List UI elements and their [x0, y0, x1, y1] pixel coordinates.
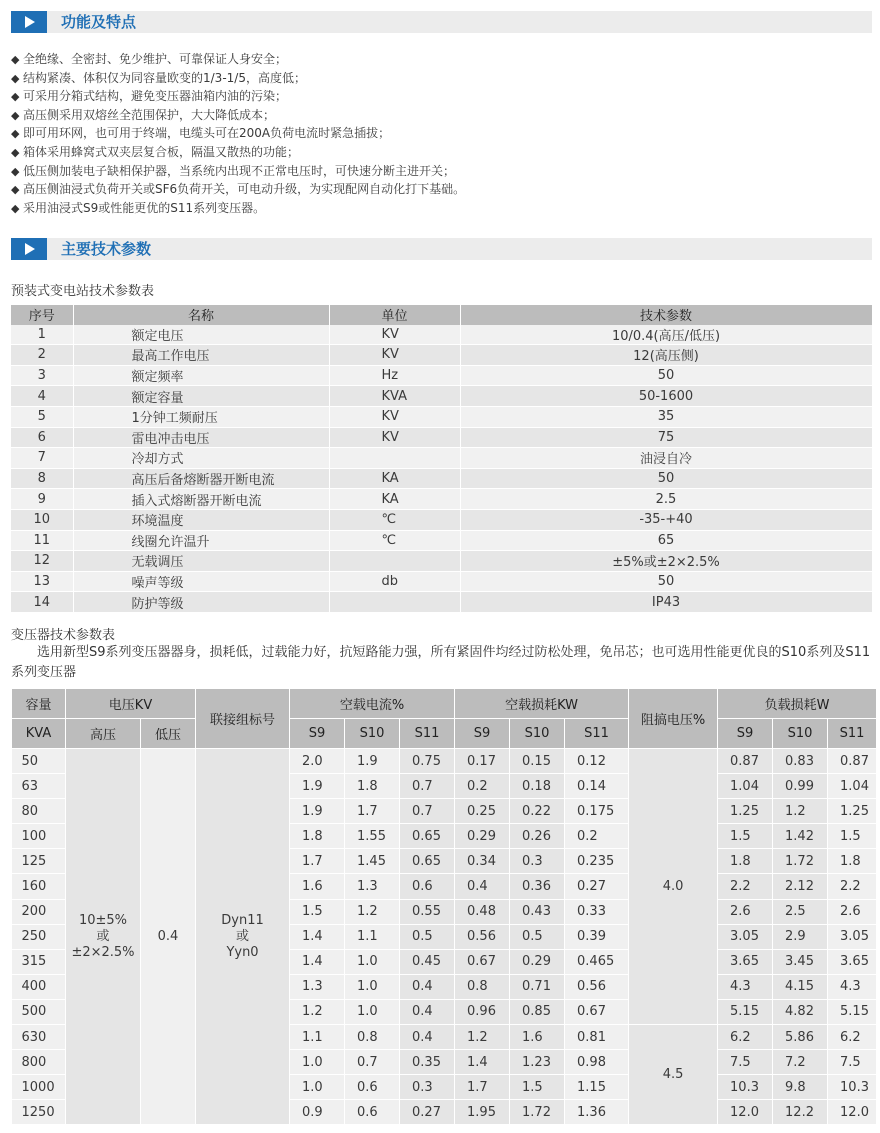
- noload-current-value: 1.7: [345, 799, 400, 824]
- noload-loss-value: 0.2: [455, 774, 510, 799]
- noload-loss-value: 0.71: [510, 974, 565, 999]
- load-loss-value: 5.86: [773, 1025, 828, 1050]
- header-unit: 单位: [329, 305, 460, 325]
- row-no: 8: [11, 468, 73, 489]
- row-unit: [329, 551, 460, 572]
- header-nc-s9: S9: [290, 719, 345, 749]
- table-row: [11, 571, 872, 592]
- table-row: [11, 489, 872, 510]
- noload-current-value: 0.9: [290, 1100, 345, 1125]
- noload-loss-value: 1.15: [565, 1075, 629, 1100]
- noload-loss-value: 0.15: [510, 749, 565, 774]
- noload-loss-value: 0.17: [455, 749, 510, 774]
- feature-text: 可采用分箱式结构，避免变压器油箱内油的污染；: [23, 89, 288, 104]
- section-header-params: [11, 238, 872, 260]
- feature-item: [11, 124, 871, 143]
- row-unit: db: [329, 571, 460, 592]
- section-title-params: 主要技术参数: [61, 240, 152, 258]
- row-unit: KV: [329, 427, 460, 448]
- diamond-bullet-icon: ◆: [11, 90, 20, 104]
- load-loss-value: 9.8: [773, 1075, 828, 1100]
- load-loss-value: 1.42: [773, 824, 828, 849]
- row-unit: [329, 448, 460, 469]
- noload-current-value: 1.6: [290, 874, 345, 899]
- row-no: 13: [11, 571, 73, 592]
- substation-params-table: [11, 305, 873, 613]
- header-nc-s11: S11: [400, 719, 455, 749]
- noload-current-value: 0.55: [400, 899, 455, 924]
- load-loss-value: 4.3: [828, 974, 877, 999]
- noload-current-value: 0.8: [345, 1025, 400, 1050]
- row-name: 额定电压: [73, 325, 329, 345]
- row-value: 12(高压侧): [460, 345, 872, 366]
- feature-item: [11, 106, 871, 125]
- noload-current-value: 0.65: [400, 849, 455, 874]
- noload-loss-value: 0.3: [510, 849, 565, 874]
- group-line: Yyn0: [226, 944, 259, 960]
- header-noload-loss: 空载损耗KW: [455, 689, 629, 719]
- row-no: 1: [11, 325, 73, 345]
- noload-loss-value: 0.56: [565, 974, 629, 999]
- noload-loss-value: 0.25: [455, 799, 510, 824]
- noload-loss-value: 0.12: [565, 749, 629, 774]
- feature-item: [11, 50, 871, 69]
- table-row: [11, 406, 872, 427]
- row-unit: KA: [329, 489, 460, 510]
- noload-current-value: 1.55: [345, 824, 400, 849]
- load-loss-value: 12.0: [718, 1100, 773, 1125]
- load-loss-value: 3.45: [773, 949, 828, 974]
- noload-current-value: 1.7: [290, 849, 345, 874]
- header-ll-s9: S9: [718, 719, 773, 749]
- header-nc-s10: S10: [345, 719, 400, 749]
- noload-current-value: 0.4: [400, 1025, 455, 1050]
- feature-item: [11, 162, 871, 181]
- noload-loss-value: 0.33: [565, 899, 629, 924]
- noload-loss-value: 0.67: [455, 949, 510, 974]
- noload-current-value: 0.7: [400, 799, 455, 824]
- row-name: 最高工作电压: [73, 345, 329, 366]
- row-unit: KV: [329, 406, 460, 427]
- row-name: 额定容量: [73, 386, 329, 407]
- table-header-row: [12, 719, 877, 749]
- load-loss-value: 7.5: [828, 1050, 877, 1075]
- load-loss-value: 6.2: [718, 1025, 773, 1050]
- feature-item: [11, 180, 871, 199]
- diamond-bullet-icon: ◆: [11, 164, 20, 178]
- diamond-bullet-icon: ◆: [11, 108, 20, 122]
- impedance-value: 4.0: [629, 749, 718, 1025]
- noload-loss-value: 0.85: [510, 999, 565, 1024]
- row-name: 噪声等级: [73, 571, 329, 592]
- noload-loss-value: 0.175: [565, 799, 629, 824]
- load-loss-value: 2.2: [828, 874, 877, 899]
- diamond-bullet-icon: ◆: [11, 145, 20, 159]
- load-loss-value: 6.2: [828, 1025, 877, 1050]
- header-voltage: 电压KV: [66, 689, 196, 719]
- load-loss-value: 3.65: [718, 949, 773, 974]
- row-name: 雷电冲击电压: [73, 427, 329, 448]
- row-name: 高压后备熔断器开断电流: [73, 468, 329, 489]
- load-loss-value: 3.05: [718, 924, 773, 949]
- table-row: [12, 749, 877, 774]
- load-loss-value: 7.2: [773, 1050, 828, 1075]
- capacity-value: 315: [12, 949, 66, 974]
- row-unit: KA: [329, 468, 460, 489]
- noload-loss-value: 0.39: [565, 924, 629, 949]
- row-value: IP43: [460, 592, 872, 613]
- row-value: 50: [460, 571, 872, 592]
- row-unit: Hz: [329, 365, 460, 386]
- row-value: 35: [460, 406, 872, 427]
- noload-current-value: 1.0: [345, 974, 400, 999]
- noload-loss-value: 0.98: [565, 1050, 629, 1075]
- row-value: -35-+40: [460, 509, 872, 530]
- noload-loss-value: 0.22: [510, 799, 565, 824]
- row-unit: KVA: [329, 386, 460, 407]
- load-loss-value: 1.8: [718, 849, 773, 874]
- diamond-bullet-icon: ◆: [11, 183, 20, 197]
- noload-current-value: 1.5: [290, 899, 345, 924]
- noload-current-value: 0.6: [345, 1100, 400, 1125]
- noload-current-value: 1.0: [290, 1050, 345, 1075]
- noload-loss-value: 0.43: [510, 899, 565, 924]
- noload-loss-value: 0.81: [565, 1025, 629, 1050]
- load-loss-value: 2.5: [773, 899, 828, 924]
- header-noload-current: 空载电流%: [290, 689, 455, 719]
- table-row: [11, 530, 872, 551]
- noload-current-value: 1.4: [290, 949, 345, 974]
- load-loss-value: 5.15: [828, 999, 877, 1024]
- noload-loss-value: 0.5: [510, 924, 565, 949]
- noload-current-value: 1.0: [345, 999, 400, 1024]
- noload-loss-value: 0.2: [565, 824, 629, 849]
- noload-loss-value: 0.8: [455, 974, 510, 999]
- noload-current-value: 1.1: [290, 1025, 345, 1050]
- row-no: 7: [11, 448, 73, 469]
- group-line: Dyn11: [221, 912, 264, 928]
- hv-value: [66, 749, 141, 1125]
- load-loss-value: 7.5: [718, 1050, 773, 1075]
- table-header-row: [11, 305, 872, 325]
- capacity-value: 63: [12, 774, 66, 799]
- noload-loss-value: 0.4: [455, 874, 510, 899]
- load-loss-value: 10.3: [718, 1075, 773, 1100]
- table2-description-text: 选用新型S9系列变压器器身，损耗低，过载能力好，抗短路能力强，所有紧固件均经过防松处理，免吊芯；也可选用性能更优良的S10系列及S11系列变压器: [11, 645, 871, 680]
- feature-list: [11, 50, 871, 217]
- noload-current-value: 1.2: [290, 999, 345, 1024]
- row-no: 2: [11, 345, 73, 366]
- load-loss-value: 0.99: [773, 774, 828, 799]
- noload-loss-value: 1.5: [510, 1075, 565, 1100]
- feature-text: 低压侧加装电子缺相保护器，当系统内出现不正常电压时，可快速分断主进开关；: [23, 163, 456, 178]
- row-no: 10: [11, 509, 73, 530]
- load-loss-value: 1.5: [828, 824, 877, 849]
- noload-current-value: 0.75: [400, 749, 455, 774]
- noload-current-value: 1.8: [345, 774, 400, 799]
- row-no: 14: [11, 592, 73, 613]
- load-loss-value: 10.3: [828, 1075, 877, 1100]
- noload-current-value: 0.4: [400, 974, 455, 999]
- feature-item: [11, 69, 871, 88]
- table-row: [11, 427, 872, 448]
- noload-loss-value: 1.7: [455, 1075, 510, 1100]
- load-loss-value: 0.87: [828, 749, 877, 774]
- load-loss-value: 4.15: [773, 974, 828, 999]
- row-no: 4: [11, 386, 73, 407]
- load-loss-value: 1.04: [718, 774, 773, 799]
- feature-item: [11, 143, 871, 162]
- header-load-loss: 负载损耗W: [718, 689, 877, 719]
- feature-item: [11, 87, 871, 106]
- noload-current-value: 0.7: [400, 774, 455, 799]
- load-loss-value: 1.25: [718, 799, 773, 824]
- noload-current-value: 0.35: [400, 1050, 455, 1075]
- noload-loss-value: 0.56: [455, 924, 510, 949]
- capacity-value: 500: [12, 999, 66, 1024]
- noload-current-value: 0.27: [400, 1100, 455, 1125]
- noload-loss-value: 0.36: [510, 874, 565, 899]
- feature-text: 结构紧凑、体积仅为同容量欧变的1/3-1/5，高度低；: [23, 70, 306, 85]
- table-row: [11, 365, 872, 386]
- row-value: ±5%或±2×2.5%: [460, 551, 872, 572]
- capacity-value: 80: [12, 799, 66, 824]
- table1-caption: 预装式变电站技术参数表: [11, 284, 155, 299]
- noload-current-value: 0.4: [400, 999, 455, 1024]
- load-loss-value: 4.3: [718, 974, 773, 999]
- header-name: 名称: [73, 305, 329, 325]
- feature-item: [11, 199, 871, 218]
- row-no: 3: [11, 365, 73, 386]
- feature-text: 高压侧油浸式负荷开关或SF6负荷开关，可电动升级，为实现配网自动化打下基础。: [23, 182, 466, 197]
- load-loss-value: 1.25: [828, 799, 877, 824]
- group-value: [196, 749, 290, 1125]
- load-loss-value: 0.87: [718, 749, 773, 774]
- header-no: 序号: [11, 305, 73, 325]
- header-hv: 高压: [66, 719, 141, 749]
- noload-current-value: 1.4: [290, 924, 345, 949]
- transformer-params-table: [11, 688, 877, 1125]
- header-impedance: 阻搞电压%: [629, 689, 718, 749]
- noload-current-value: 1.1: [345, 924, 400, 949]
- noload-current-value: 1.9: [345, 749, 400, 774]
- row-value: 50-1600: [460, 386, 872, 407]
- noload-current-value: 1.9: [290, 774, 345, 799]
- row-name: 额定频率: [73, 365, 329, 386]
- capacity-value: 1000: [12, 1075, 66, 1100]
- table2-caption: 变压器技术参数表: [11, 628, 116, 643]
- noload-loss-value: 0.235: [565, 849, 629, 874]
- capacity-value: 250: [12, 924, 66, 949]
- table-row: [11, 551, 872, 572]
- noload-current-value: 0.6: [345, 1075, 400, 1100]
- noload-loss-value: 1.95: [455, 1100, 510, 1125]
- load-loss-value: 1.5: [718, 824, 773, 849]
- header-value: 技术参数: [460, 305, 872, 325]
- feature-text: 即可用环网，也可用于终端，电缆头可在200A负荷电流时紧急插拔；: [23, 126, 391, 141]
- noload-loss-value: 1.2: [455, 1025, 510, 1050]
- load-loss-value: 3.65: [828, 949, 877, 974]
- noload-loss-value: 0.67: [565, 999, 629, 1024]
- table-header-row: [12, 689, 877, 719]
- row-name: 线圈允许温升: [73, 530, 329, 551]
- load-loss-value: 1.04: [828, 774, 877, 799]
- play-icon: [11, 11, 47, 33]
- table-row: [11, 468, 872, 489]
- header-ll-s10: S10: [773, 719, 828, 749]
- noload-current-value: 1.3: [290, 974, 345, 999]
- row-name: 插入式熔断器开断电流: [73, 489, 329, 510]
- table-row: [11, 386, 872, 407]
- load-loss-value: 2.6: [828, 899, 877, 924]
- row-unit: KV: [329, 325, 460, 345]
- noload-loss-value: 0.26: [510, 824, 565, 849]
- section-title-features: 功能及特点: [61, 13, 137, 31]
- load-loss-value: 4.82: [773, 999, 828, 1024]
- load-loss-value: 1.72: [773, 849, 828, 874]
- capacity-value: 125: [12, 849, 66, 874]
- load-loss-value: 2.12: [773, 874, 828, 899]
- impedance-value: 4.5: [629, 1025, 718, 1125]
- load-loss-value: 12.2: [773, 1100, 828, 1125]
- noload-loss-value: 0.29: [455, 824, 510, 849]
- hv-line: ±2×2.5%: [71, 944, 135, 960]
- noload-loss-value: 0.465: [565, 949, 629, 974]
- capacity-value: 630: [12, 1025, 66, 1050]
- noload-current-value: 0.3: [400, 1075, 455, 1100]
- noload-current-value: 0.5: [400, 924, 455, 949]
- header-ll-s11: S11: [828, 719, 877, 749]
- row-value: 50: [460, 468, 872, 489]
- capacity-value: 400: [12, 974, 66, 999]
- play-icon: [11, 238, 47, 260]
- row-value: 2.5: [460, 489, 872, 510]
- noload-loss-value: 0.29: [510, 949, 565, 974]
- row-no: 6: [11, 427, 73, 448]
- group-line: 或: [236, 928, 250, 944]
- row-name: 无载调压: [73, 551, 329, 572]
- diamond-bullet-icon: ◆: [11, 71, 20, 85]
- noload-loss-value: 1.36: [565, 1100, 629, 1125]
- row-value: 65: [460, 530, 872, 551]
- header-capacity-unit: KVA: [12, 719, 66, 749]
- load-loss-value: 2.9: [773, 924, 828, 949]
- table-row: [11, 509, 872, 530]
- noload-loss-value: 1.6: [510, 1025, 565, 1050]
- row-no: 5: [11, 406, 73, 427]
- load-loss-value: 5.15: [718, 999, 773, 1024]
- lv-value: 0.4: [141, 749, 196, 1125]
- noload-loss-value: 0.96: [455, 999, 510, 1024]
- capacity-value: 800: [12, 1050, 66, 1075]
- hv-line: 或: [96, 928, 110, 944]
- noload-loss-value: 0.27: [565, 874, 629, 899]
- row-value: 油浸自冷: [460, 448, 872, 469]
- load-loss-value: 0.83: [773, 749, 828, 774]
- header-group: 联接组标号: [196, 689, 290, 749]
- row-name: 冷却方式: [73, 448, 329, 469]
- row-value: 50: [460, 365, 872, 386]
- capacity-value: 50: [12, 749, 66, 774]
- feature-text: 箱体采用蜂窝式双夹层复合板，隔温又散热的功能；: [23, 144, 300, 159]
- row-no: 12: [11, 551, 73, 572]
- noload-loss-value: 1.72: [510, 1100, 565, 1125]
- diamond-bullet-icon: ◆: [11, 201, 20, 215]
- noload-loss-value: 1.4: [455, 1050, 510, 1075]
- table-row: [11, 448, 872, 469]
- row-unit: ℃: [329, 530, 460, 551]
- noload-loss-value: 0.34: [455, 849, 510, 874]
- noload-current-value: 1.3: [345, 874, 400, 899]
- feature-text: 采用油浸式S9或性能更优的S11系列变压器。: [23, 200, 266, 215]
- noload-current-value: 1.0: [345, 949, 400, 974]
- noload-current-value: 0.45: [400, 949, 455, 974]
- noload-current-value: 1.45: [345, 849, 400, 874]
- noload-loss-value: 0.14: [565, 774, 629, 799]
- header-nl-s11: S11: [565, 719, 629, 749]
- capacity-value: 1250: [12, 1100, 66, 1125]
- noload-current-value: 0.6: [400, 874, 455, 899]
- row-unit: KV: [329, 345, 460, 366]
- load-loss-value: 1.2: [773, 799, 828, 824]
- load-loss-value: 2.2: [718, 874, 773, 899]
- load-loss-value: 2.6: [718, 899, 773, 924]
- noload-loss-value: 1.23: [510, 1050, 565, 1075]
- row-unit: ℃: [329, 509, 460, 530]
- noload-current-value: 2.0: [290, 749, 345, 774]
- section-header-features: [11, 11, 872, 33]
- noload-loss-value: 0.48: [455, 899, 510, 924]
- header-nl-s9: S9: [455, 719, 510, 749]
- capacity-value: 200: [12, 899, 66, 924]
- load-loss-value: 3.05: [828, 924, 877, 949]
- row-no: 9: [11, 489, 73, 510]
- row-value: 10/0.4(高压/低压): [460, 325, 872, 345]
- feature-text: 全绝缘、全密封、免少维护、可靠保证人身安全；: [23, 52, 288, 66]
- header-capacity: 容量: [12, 689, 66, 719]
- noload-loss-value: 0.18: [510, 774, 565, 799]
- load-loss-value: 1.8: [828, 849, 877, 874]
- noload-current-value: 1.2: [345, 899, 400, 924]
- table-row: [11, 345, 872, 366]
- noload-current-value: 1.8: [290, 824, 345, 849]
- noload-current-value: 1.0: [290, 1075, 345, 1100]
- row-name: 防护等级: [73, 592, 329, 613]
- capacity-value: 160: [12, 874, 66, 899]
- diamond-bullet-icon: ◆: [11, 127, 20, 141]
- noload-current-value: 0.7: [345, 1050, 400, 1075]
- noload-current-value: 0.65: [400, 824, 455, 849]
- header-lv: 低压: [141, 719, 196, 749]
- row-name: 环境温度: [73, 509, 329, 530]
- row-name: 1分钟工频耐压: [73, 406, 329, 427]
- row-no: 11: [11, 530, 73, 551]
- diamond-bullet-icon: ◆: [11, 53, 20, 66]
- header-nl-s10: S10: [510, 719, 565, 749]
- capacity-value: 100: [12, 824, 66, 849]
- feature-text: 高压侧采用双熔丝全范围保护，大大降低成本；: [23, 107, 276, 122]
- load-loss-value: 12.0: [828, 1100, 877, 1125]
- table2-description: [11, 643, 873, 683]
- row-value: 75: [460, 427, 872, 448]
- hv-line: 10±5%: [78, 912, 128, 928]
- row-unit: [329, 592, 460, 613]
- table-row: [11, 592, 872, 613]
- table-row: [11, 325, 872, 345]
- noload-current-value: 1.9: [290, 799, 345, 824]
